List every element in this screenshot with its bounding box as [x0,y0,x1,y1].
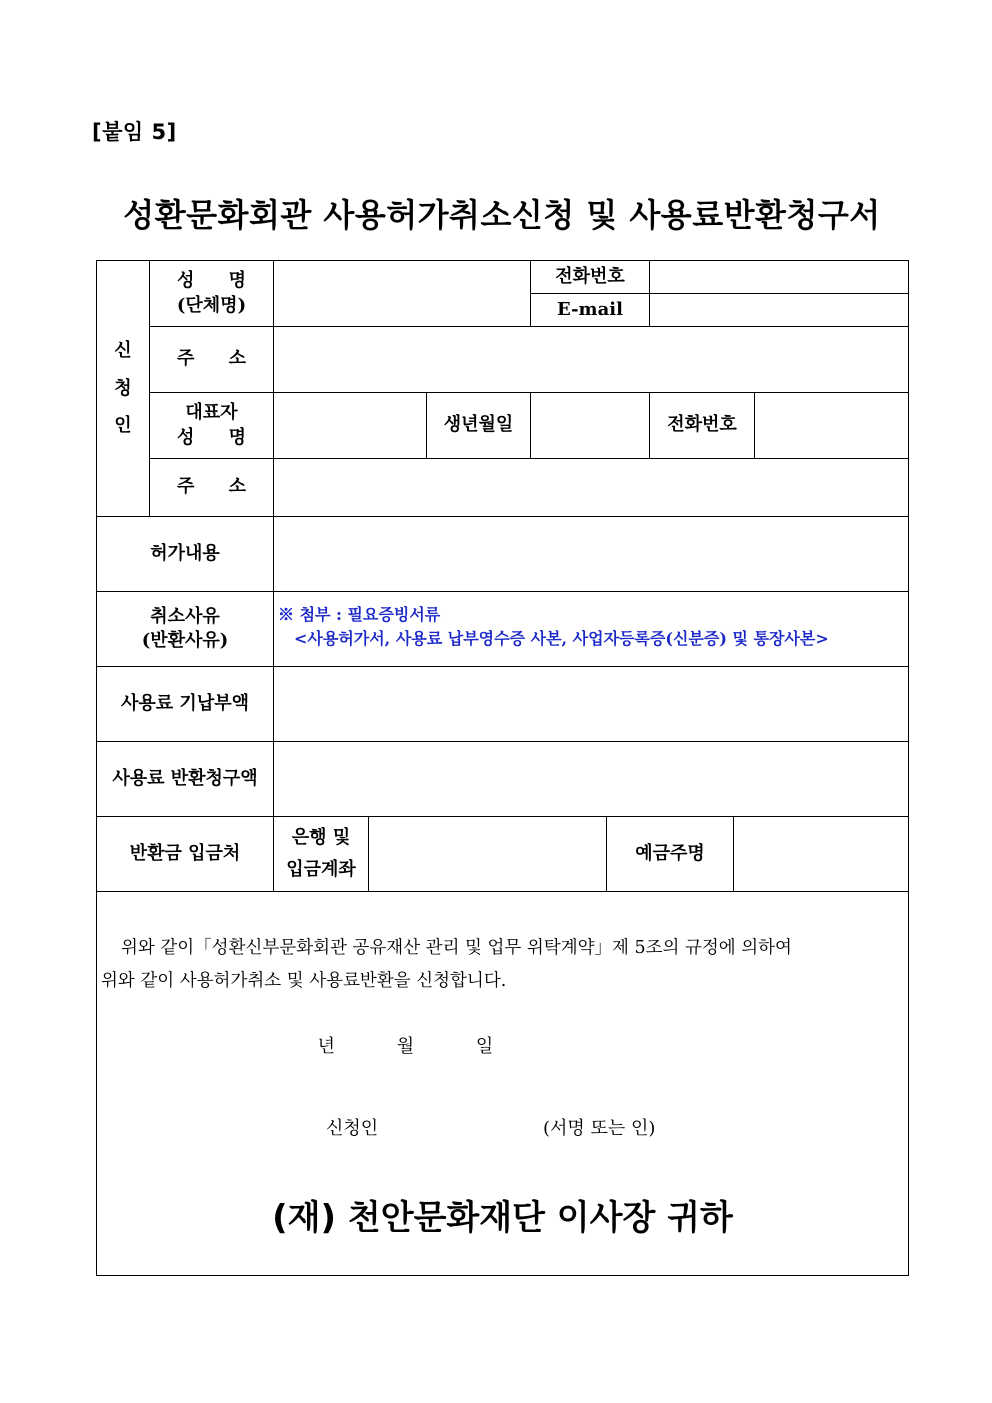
bank-account-field[interactable] [368,816,607,892]
statement-line-1: 위와 같이「성환신부문화회관 공유재산 관리 및 업무 위탁계약」제 5조의 규정에 의하여 [121,938,792,958]
name-field[interactable] [273,260,531,327]
bank-account-label: 은행 및 입금계좌 [273,816,369,892]
name-label: 성 명 (단체명) [149,260,274,327]
refund-claim-label: 사용료 반환청구액 [96,741,274,817]
signature-field[interactable]: (서명 또는 인) [543,1118,656,1139]
rep-address-label: 주 소 [149,458,274,517]
attachment-label: [붙임 5] [92,120,177,144]
email-field[interactable] [649,293,909,327]
fee-paid-field[interactable] [273,666,909,742]
statement-text [101,932,901,998]
refund-claim-field[interactable] [273,741,909,817]
phone-label: 전화번호 [530,260,650,294]
permit-label: 허가내용 [96,516,274,592]
rep-phone-label: 전화번호 [649,392,755,459]
phone-field[interactable] [649,260,909,294]
attachment-note: ※ 첨부 : 필요증빙서류 [278,605,441,624]
fee-paid-label: 사용료 기납부액 [96,666,274,742]
month-field[interactable]: 월 [396,1036,415,1057]
account-holder-label: 예금주명 [606,816,734,892]
address-field[interactable] [273,326,909,393]
birth-field[interactable] [530,392,650,459]
rep-phone-field[interactable] [754,392,909,459]
permit-field[interactable] [273,516,909,592]
birth-label: 생년월일 [426,392,531,459]
email-label: E-mail [530,293,650,327]
recipient: (재) 천안문화재단 이사장 귀하 [272,1198,733,1238]
year-field[interactable]: 년 [317,1036,336,1057]
applicant-section-label: 신 청 인 [96,260,150,517]
applicant-sign-label: 신청인 [326,1118,379,1139]
rep-name-label: 대표자 성 명 [149,392,274,459]
cancel-reason-field[interactable] [273,591,909,667]
statement-line-2: 위와 같이 사용허가취소 및 사용료반환을 신청합니다. [101,971,507,991]
date-line [0,1032,811,1058]
account-holder-field[interactable] [733,816,909,892]
rep-address-field[interactable] [273,458,909,517]
rep-name-field[interactable] [273,392,427,459]
cancel-reason-label: 취소사유 (반환사유) [96,591,274,667]
address-label: 주 소 [149,326,274,393]
day-field[interactable]: 일 [475,1036,494,1057]
refund-deposit-label: 반환금 입금처 [96,816,274,892]
attachment-list: <사용허가서, 사용료 납부영수증 사본, 사업자등록증(신분증) 및 통장사본> [294,628,829,648]
form-title: 성환문화회관 사용허가취소신청 및 사용료반환청구서 [123,196,881,234]
